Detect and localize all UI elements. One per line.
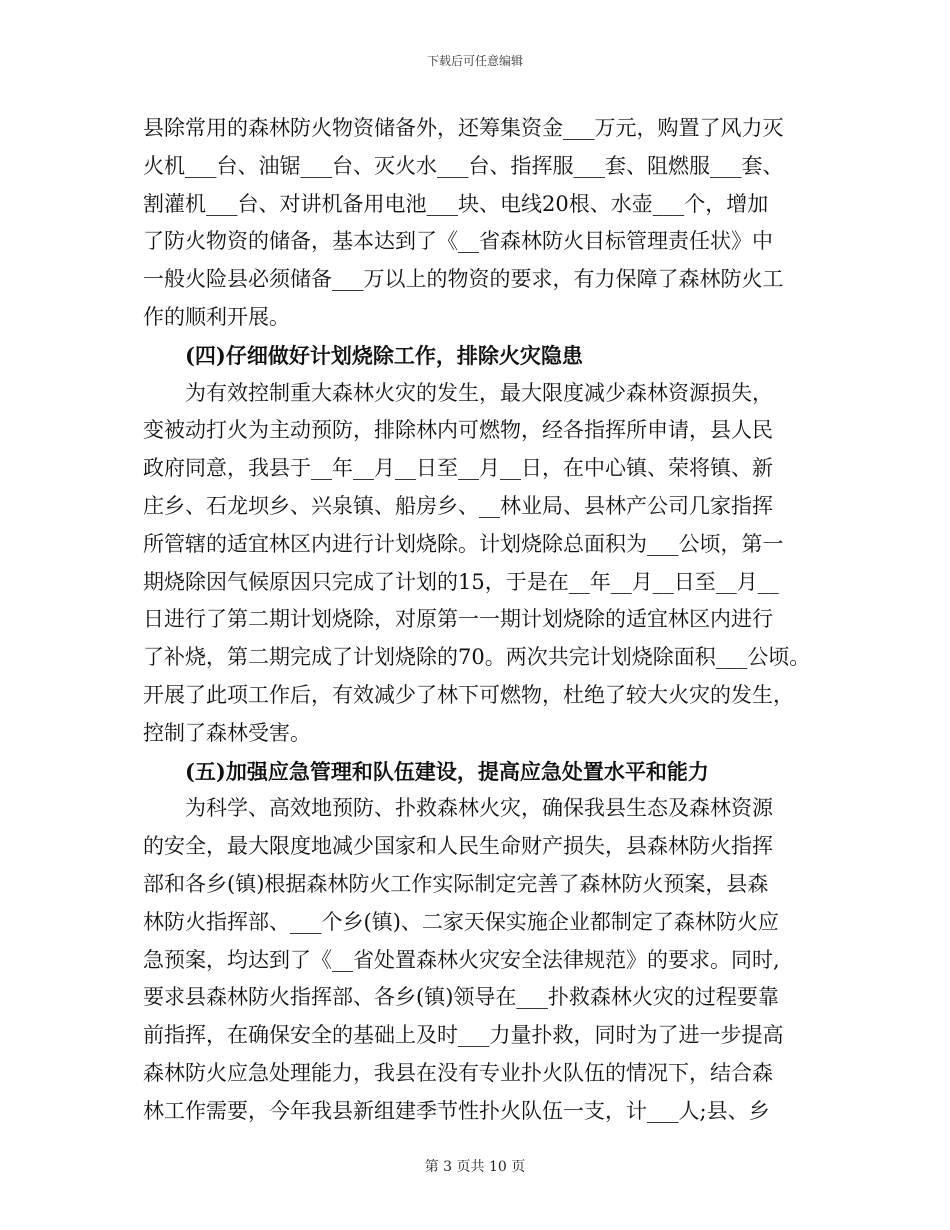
paragraph-line: 日进行了第二期计划烧除，对原第一一期计划烧除的适宜林区内进行 [143, 607, 773, 632]
paragraph-line: 火机___台、油锯___台、灭火水___台、指挥服___套、阻燃服___套、 [143, 153, 784, 178]
paragraph-line: 期烧除因气候原因只完成了计划的15，于是在__年__月__日至__月__ [143, 569, 779, 594]
paragraph-line: 作的顺利开展。 [143, 304, 290, 329]
paragraph-line: 林工作需要，今年我县新组建季节性扑火队伍一支，计___人;县、乡 [143, 1098, 770, 1123]
paragraph-line: 所管辖的适宜林区内进行计划烧除。计划烧除总面积为___公顷，第一 [143, 531, 784, 556]
paragraph-line: 一般火险县必须储备___万以上的物资的要求，有力保障了森林防火工 [143, 267, 784, 292]
paragraph-line: 部和各乡(镇)根据森林防火工作实际制定完善了森林防火预案，县森 [143, 871, 769, 896]
paragraph-line: 了防火物资的储备，基本达到了《__省森林防火目标管理责任状》中 [143, 229, 773, 254]
paragraph-line: 急预案，均达到了《__省处置森林火灾安全法律规范》的要求。同时, [143, 947, 780, 972]
paragraph-line: 控制了森林受害。 [143, 720, 311, 745]
paragraph-line: 为科学、高效地预防、扑救森林火灾，确保我县生态及森林资源 [185, 796, 773, 821]
page-footer: 第 3 页共 10 页 [424, 1159, 526, 1175]
section-heading-5: (五)加强应急管理和队伍建设，提高应急处置水平和能力 [185, 758, 709, 784]
paragraph-line: 森林防火应急处理能力，我县在没有专业扑火队伍的情况下，结合森 [143, 1060, 773, 1085]
paragraph-line: 林防火指挥部、___个乡(镇)、二家天保实施企业都制定了森林防火应 [143, 909, 779, 934]
paragraph-line: 的安全，最大限度地减少国家和人民生命财产损失，县森林防火指挥 [143, 834, 773, 859]
page-header: 下载后可任意编辑 [426, 54, 523, 68]
paragraph-line: 为有效控制重大森林火灾的发生，最大限度减少森林资源损失， [185, 380, 773, 405]
paragraph-line: 开展了此项工作后，有效减少了林下可燃物，杜绝了较大火灾的发生， [143, 682, 794, 707]
paragraph-line: 变被动打火为主动预防，排除林内可燃物，经各指挥所申请，县人民 [143, 418, 773, 443]
paragraph-line: 政府同意，我县于__年__月__日至__月__日，在中心镇、荣将镇、新 [143, 456, 773, 481]
paragraph-line: 庄乡、石龙坝乡、兴泉镇、船房乡、__林业局、县林产公司几家指挥 [143, 493, 773, 518]
body-text [143, 110, 823, 1131]
paragraph-line: 了补烧，第二期完成了计划烧除的70。两次共完计划烧除面积___公顷。 [143, 645, 811, 670]
paragraph-line: 县除常用的森林防火物资储备外，还筹集资金___万元，购置了风力灭 [143, 116, 784, 140]
paragraph-line: 要求县森林防火指挥部、各乡(镇)领导在___扑救森林火灾的过程要靠 [143, 985, 779, 1010]
paragraph-line: 前指挥，在确保安全的基础上及时___力量扑救，同时为了进一步提高 [143, 1023, 784, 1048]
paragraph-line: 割灌机___台、对讲机备用电池___块、电线20根、水壶___个，增加 [143, 191, 769, 216]
section-heading-4: (四)仔细做好计划烧除工作，排除火灾隐患 [185, 342, 583, 368]
